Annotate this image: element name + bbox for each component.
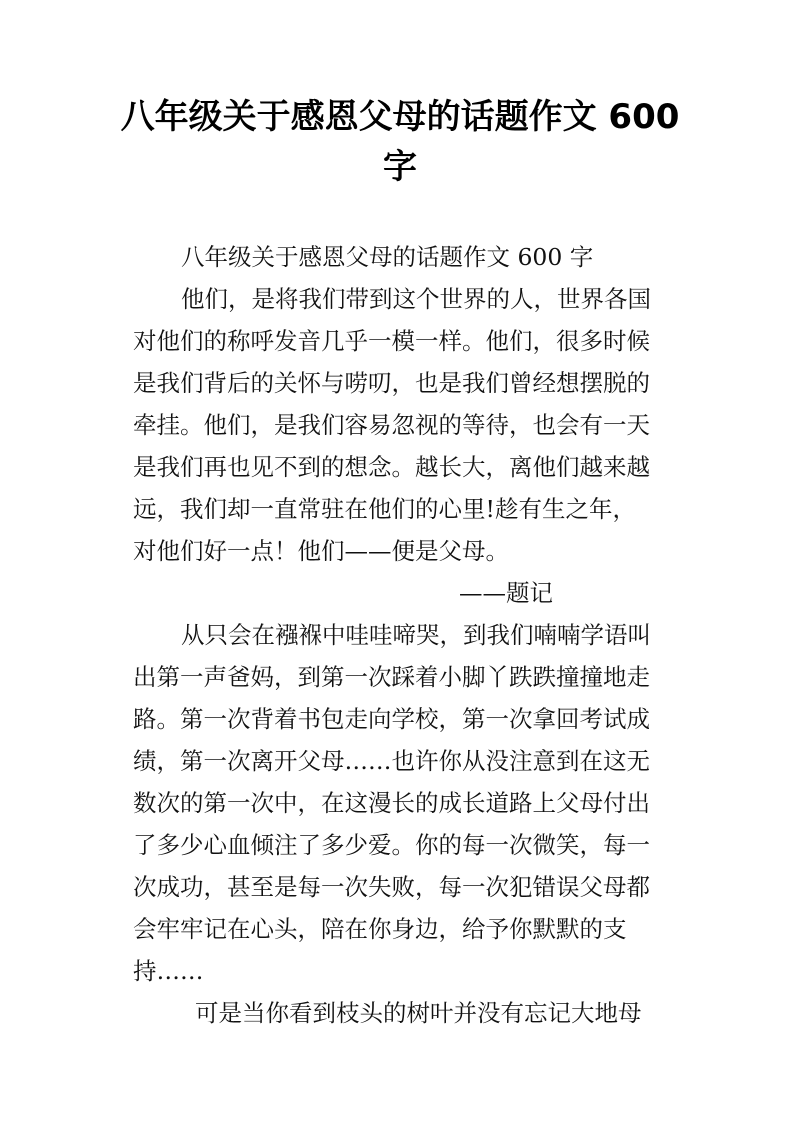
body-line: 了多少心血倾注了多少爱。你的每一次微笑，每一: [133, 831, 650, 859]
body-line: 他们，是将我们带到这个世界的人，世界各国: [181, 285, 651, 313]
body-line: 会牢牢记在心头，陪在你身边，给予你默默的支: [133, 915, 627, 943]
body-line: 数次的第一次中，在这漫长的成长道路上父母付出: [133, 789, 650, 817]
body-line: 路。第一次背着书包走向学校，第一次拿回考试成: [133, 705, 650, 733]
body-line: 绩，第一次离开父母……也许你从没注意到在这无: [133, 747, 650, 775]
document-title: [100, 92, 700, 192]
body-line: 对他们的称呼发音几乎一模一样。他们，很多时候: [133, 327, 650, 355]
epigraph-signature: ——题记: [459, 579, 553, 607]
body-line: 远，我们却一直常驻在他们的心里!趁有生之年，: [133, 495, 636, 523]
body-line: 是我们背后的关怀与唠叨，也是我们曾经想摆脱的: [133, 369, 650, 397]
body-line: 出第一声爸妈，到第一次踩着小脚丫跌跌撞撞地走: [133, 663, 650, 691]
body-line: 持……: [133, 957, 204, 985]
title-text: 八年级关于感恩父母的话题作文 600 字: [120, 97, 680, 187]
body-line: 是我们再也见不到的想念。越长大，离他们越来越: [133, 453, 650, 481]
body-line: 从只会在襁褓中哇哇啼哭，到我们喃喃学语叫: [181, 621, 651, 649]
body-line: 八年级关于感恩父母的话题作文 600 字: [181, 243, 594, 271]
body-line: 牵挂。他们，是我们容易忽视的等待，也会有一天: [133, 411, 650, 439]
body-line: 次成功，甚至是每一次失败，每一次犯错误父母都: [133, 873, 650, 901]
body-line: 对他们好一点！他们——便是父母。: [133, 537, 509, 565]
body-line: 可是当你看到枝头的树叶并没有忘记大地母: [195, 999, 642, 1027]
document-body: [133, 236, 673, 1034]
